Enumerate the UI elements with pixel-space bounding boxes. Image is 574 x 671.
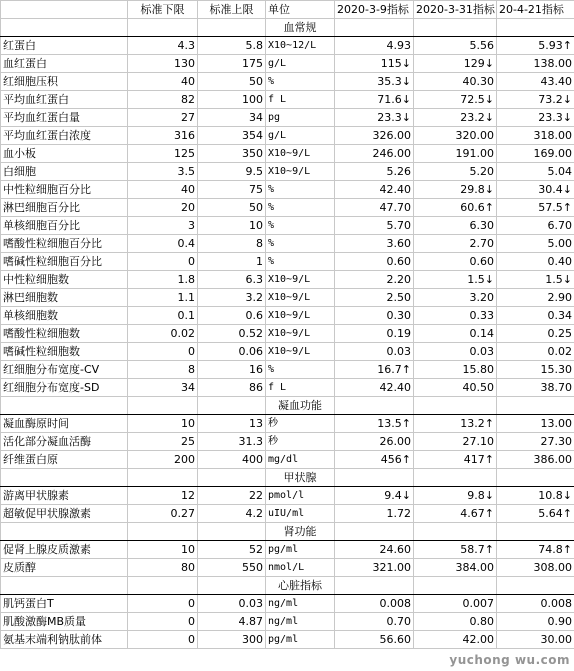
cell-unit[interactable]: pg/ml [266, 631, 335, 649]
cell-value-20-4-21[interactable]: 0.25 [497, 325, 574, 343]
cell-value-2020-3-9[interactable]: 456↑ [335, 451, 414, 469]
header-cell-unit[interactable]: 单位 [266, 1, 335, 19]
cell-value-2020-3-31[interactable]: 27.10 [414, 433, 497, 451]
cell-value-2020-3-9[interactable]: 42.40 [335, 379, 414, 397]
cell-unit[interactable]: % [266, 199, 335, 217]
table-row [1, 127, 574, 145]
cell-value-2020-3-31[interactable]: 1.5↓ [414, 271, 497, 289]
cell-value-20-4-21[interactable]: 169.00 [497, 145, 574, 163]
cell-unit[interactable]: X10~9/L [266, 289, 335, 307]
cell-value-2020-3-31[interactable]: 5.20 [414, 163, 497, 181]
table-row [1, 343, 574, 361]
table-row [1, 433, 574, 451]
cell-blank[interactable] [198, 19, 266, 37]
cell-value-2020-3-31[interactable]: 60.6↑ [414, 199, 497, 217]
cell-lower-limit[interactable]: 82 [128, 91, 198, 109]
cell-value-2020-3-31[interactable]: 6.30 [414, 217, 497, 235]
section-title[interactable]: 凝血功能 [266, 397, 335, 415]
cell-value-2020-3-9[interactable]: 16.7↑ [335, 361, 414, 379]
table-row [1, 307, 574, 325]
table-row [1, 289, 574, 307]
cell-value-20-4-21[interactable]: 2.90 [497, 289, 574, 307]
header-cell-date-1[interactable]: 2020-3-9指标 [335, 1, 414, 19]
cell-value-2020-3-9[interactable]: 42.40 [335, 181, 414, 199]
section-title[interactable]: 血常规 [266, 19, 335, 37]
cell-upper-limit[interactable]: 4.2 [198, 505, 266, 523]
cell-unit[interactable]: X10~9/L [266, 163, 335, 181]
cell-blank[interactable] [198, 523, 266, 541]
cell-value-20-4-21[interactable]: 15.30 [497, 361, 574, 379]
cell-value-2020-3-9[interactable]: 4.93 [335, 37, 414, 55]
cell-unit[interactable]: ng/ml [266, 613, 335, 631]
cell-value-20-4-21[interactable]: 0.008 [497, 595, 574, 613]
cell-upper-limit[interactable]: 0.06 [198, 343, 266, 361]
cell-lower-limit[interactable]: 4.3 [128, 37, 198, 55]
table-row [1, 505, 574, 523]
cell-upper-limit[interactable]: 0.52 [198, 325, 266, 343]
cell-test-name[interactable]: 血小板 [1, 145, 128, 163]
cell-test-name[interactable]: 单核细胞百分比 [1, 217, 128, 235]
cell-upper-limit[interactable]: 31.3 [198, 433, 266, 451]
section-row [1, 19, 574, 37]
cell-lower-limit[interactable]: 0.1 [128, 307, 198, 325]
cell-value-2020-3-31[interactable]: 0.007 [414, 595, 497, 613]
cell-lower-limit[interactable]: 0 [128, 595, 198, 613]
header-cell-high[interactable]: 标准上限 [198, 1, 266, 19]
cell-value-20-4-21[interactable]: 5.64↑ [497, 505, 574, 523]
cell-test-name[interactable]: 皮质醇 [1, 559, 128, 577]
cell-blank[interactable] [1, 577, 128, 595]
cell-value-2020-3-9[interactable]: 0.03 [335, 343, 414, 361]
cell-lower-limit[interactable]: 10 [128, 541, 198, 559]
cell-unit[interactable]: 秒 [266, 433, 335, 451]
cell-upper-limit[interactable]: 1 [198, 253, 266, 271]
cell-value-2020-3-9[interactable]: 0.19 [335, 325, 414, 343]
cell-test-name[interactable]: 中性粒细胞百分比 [1, 181, 128, 199]
section-row [1, 397, 574, 415]
cell-value-2020-3-9[interactable]: 0.008 [335, 595, 414, 613]
cell-value-2020-3-31[interactable]: 0.33 [414, 307, 497, 325]
cell-value-2020-3-9[interactable]: 115↓ [335, 55, 414, 73]
table-row [1, 37, 574, 55]
cell-value-2020-3-9[interactable]: 24.60 [335, 541, 414, 559]
cell-upper-limit[interactable]: 4.87 [198, 613, 266, 631]
section-title[interactable]: 甲状腺 [266, 469, 335, 487]
cell-unit[interactable]: % [266, 181, 335, 199]
cell-test-name[interactable]: 嗜酸性粒细胞数 [1, 325, 128, 343]
cell-test-name[interactable]: 红细胞分布宽度-CV [1, 361, 128, 379]
cell-value-2020-3-9[interactable]: 246.00 [335, 145, 414, 163]
cell-lower-limit[interactable]: 25 [128, 433, 198, 451]
cell-value-2020-3-9[interactable]: 0.70 [335, 613, 414, 631]
cell-upper-limit[interactable]: 300 [198, 631, 266, 649]
cell-unit[interactable]: uIU/ml [266, 505, 335, 523]
table-row [1, 73, 574, 91]
cell-value-20-4-21[interactable]: 1.5↓ [497, 271, 574, 289]
cell-value-2020-3-31[interactable]: 9.8↓ [414, 487, 497, 505]
cell-blank[interactable] [198, 469, 266, 487]
cell-value-2020-3-31[interactable]: 13.2↑ [414, 415, 497, 433]
cell-test-name[interactable]: 嗜酸性粒细胞百分比 [1, 235, 128, 253]
cell-upper-limit[interactable]: 75 [198, 181, 266, 199]
cell-blank[interactable] [1, 469, 128, 487]
cell-value-2020-3-9[interactable]: 0.60 [335, 253, 414, 271]
cell-upper-limit[interactable]: 400 [198, 451, 266, 469]
cell-test-name[interactable]: 游离甲状腺素 [1, 487, 128, 505]
cell-upper-limit[interactable]: 50 [198, 73, 266, 91]
cell-test-name[interactable]: 平均血红蛋白浓度 [1, 127, 128, 145]
section-row [1, 523, 574, 541]
section-title[interactable]: 心脏指标 [266, 577, 335, 595]
cell-value-2020-3-31[interactable]: 320.00 [414, 127, 497, 145]
cell-test-name[interactable]: 单核细胞数 [1, 307, 128, 325]
cell-unit[interactable]: X10~9/L [266, 271, 335, 289]
cell-value-2020-3-31[interactable]: 29.8↓ [414, 181, 497, 199]
cell-test-name[interactable]: 淋巴细胞百分比 [1, 199, 128, 217]
table-row [1, 631, 574, 649]
cell-upper-limit[interactable]: 354 [198, 127, 266, 145]
cell-value-2020-3-9[interactable]: 2.50 [335, 289, 414, 307]
cell-lower-limit[interactable]: 12 [128, 487, 198, 505]
cell-lower-limit[interactable]: 0 [128, 613, 198, 631]
cell-value-2020-3-31[interactable]: 42.00 [414, 631, 497, 649]
cell-value-2020-3-9[interactable]: 326.00 [335, 127, 414, 145]
cell-value-20-4-21[interactable]: 5.04 [497, 163, 574, 181]
cell-lower-limit[interactable]: 0.4 [128, 235, 198, 253]
cell-test-name[interactable]: 促肾上腺皮质激素 [1, 541, 128, 559]
cell-upper-limit[interactable]: 8 [198, 235, 266, 253]
cell-value-20-4-21[interactable]: 23.3↓ [497, 109, 574, 127]
cell-unit[interactable]: % [266, 73, 335, 91]
cell-upper-limit[interactable]: 3.2 [198, 289, 266, 307]
cell-lower-limit[interactable]: 125 [128, 145, 198, 163]
cell-value-2020-3-31[interactable]: 0.80 [414, 613, 497, 631]
cell-test-name[interactable]: 血红蛋白 [1, 55, 128, 73]
cell-value-20-4-21[interactable]: 318.00 [497, 127, 574, 145]
cell-test-name[interactable]: 超敏促甲状腺激素 [1, 505, 128, 523]
cell-value-2020-3-31[interactable]: 129↓ [414, 55, 497, 73]
cell-blank[interactable] [414, 577, 497, 595]
cell-value-20-4-21[interactable]: 0.40 [497, 253, 574, 271]
cell-unit[interactable]: g/L [266, 127, 335, 145]
cell-lower-limit[interactable]: 0 [128, 631, 198, 649]
cell-unit[interactable]: mg/dl [266, 451, 335, 469]
cell-test-name[interactable]: 中性粒细胞数 [1, 271, 128, 289]
cell-unit[interactable]: % [266, 253, 335, 271]
cell-blank[interactable] [335, 469, 414, 487]
cell-blank[interactable] [497, 397, 574, 415]
table-row [1, 181, 574, 199]
cell-value-2020-3-31[interactable]: 0.03 [414, 343, 497, 361]
cell-test-name[interactable]: 淋巴细胞数 [1, 289, 128, 307]
cell-value-2020-3-9[interactable]: 56.60 [335, 631, 414, 649]
cell-unit[interactable]: pg/ml [266, 541, 335, 559]
cell-blank[interactable] [414, 397, 497, 415]
cell-value-2020-3-31[interactable]: 40.50 [414, 379, 497, 397]
cell-value-2020-3-9[interactable]: 3.60 [335, 235, 414, 253]
cell-value-20-4-21[interactable]: 0.02 [497, 343, 574, 361]
watermark: yuchong wu.com [449, 653, 570, 667]
cell-blank[interactable] [414, 469, 497, 487]
cell-value-2020-3-9[interactable]: 23.3↓ [335, 109, 414, 127]
table-row [1, 325, 574, 343]
cell-value-2020-3-9[interactable]: 5.26 [335, 163, 414, 181]
cell-lower-limit[interactable]: 316 [128, 127, 198, 145]
cell-lower-limit[interactable]: 0.02 [128, 325, 198, 343]
cell-value-2020-3-9[interactable]: 2.20 [335, 271, 414, 289]
cell-value-2020-3-31[interactable]: 23.2↓ [414, 109, 497, 127]
cell-value-20-4-21[interactable]: 30.4↓ [497, 181, 574, 199]
cell-unit[interactable]: X10~9/L [266, 145, 335, 163]
cell-upper-limit[interactable]: 13 [198, 415, 266, 433]
cell-value-2020-3-31[interactable]: 5.56 [414, 37, 497, 55]
table-row [1, 613, 574, 631]
cell-test-name[interactable]: 肌钙蛋白T [1, 595, 128, 613]
table-row [1, 415, 574, 433]
cell-lower-limit[interactable]: 40 [128, 73, 198, 91]
cell-lower-limit[interactable]: 200 [128, 451, 198, 469]
cell-value-2020-3-31[interactable]: 58.7↑ [414, 541, 497, 559]
cell-lower-limit[interactable]: 27 [128, 109, 198, 127]
cell-value-20-4-21[interactable]: 308.00 [497, 559, 574, 577]
cell-lower-limit[interactable]: 1.1 [128, 289, 198, 307]
cell-upper-limit[interactable]: 0.03 [198, 595, 266, 613]
cell-blank[interactable] [335, 397, 414, 415]
cell-lower-limit[interactable]: 1.8 [128, 271, 198, 289]
cell-lower-limit[interactable]: 34 [128, 379, 198, 397]
cell-blank[interactable] [128, 523, 198, 541]
table-row [1, 109, 574, 127]
cell-lower-limit[interactable]: 0.27 [128, 505, 198, 523]
table-row [1, 217, 574, 235]
cell-value-2020-3-9[interactable]: 9.4↓ [335, 487, 414, 505]
cell-upper-limit[interactable]: 0.6 [198, 307, 266, 325]
cell-upper-limit[interactable]: 350 [198, 145, 266, 163]
section-title[interactable]: 肾功能 [266, 523, 335, 541]
cell-value-20-4-21[interactable]: 73.2↓ [497, 91, 574, 109]
cell-test-name[interactable]: 凝血酶原时间 [1, 415, 128, 433]
cell-value-2020-3-9[interactable]: 26.00 [335, 433, 414, 451]
table-row [1, 163, 574, 181]
cell-value-2020-3-31[interactable]: 0.60 [414, 253, 497, 271]
cell-lower-limit[interactable]: 20 [128, 199, 198, 217]
table-row [1, 361, 574, 379]
cell-blank[interactable] [1, 19, 128, 37]
cell-blank[interactable] [497, 523, 574, 541]
cell-value-2020-3-31[interactable]: 3.20 [414, 289, 497, 307]
header-cell-name[interactable] [1, 1, 128, 19]
cell-value-2020-3-9[interactable]: 47.70 [335, 199, 414, 217]
cell-upper-limit[interactable]: 86 [198, 379, 266, 397]
cell-test-name[interactable]: 活化部分凝血活酶 [1, 433, 128, 451]
cell-test-name[interactable]: 肌酸激酶MB质量 [1, 613, 128, 631]
cell-value-2020-3-9[interactable]: 5.70 [335, 217, 414, 235]
cell-lower-limit[interactable]: 3 [128, 217, 198, 235]
cell-blank[interactable] [198, 577, 266, 595]
cell-value-2020-3-9[interactable]: 35.3↓ [335, 73, 414, 91]
table-row [1, 451, 574, 469]
cell-blank[interactable] [128, 577, 198, 595]
table-row [1, 253, 574, 271]
cell-upper-limit[interactable]: 22 [198, 487, 266, 505]
cell-blank[interactable] [497, 469, 574, 487]
section-row [1, 577, 574, 595]
cell-unit[interactable]: nmol/L [266, 559, 335, 577]
table-row [1, 91, 574, 109]
section-row [1, 469, 574, 487]
cell-unit[interactable]: % [266, 361, 335, 379]
table-row [1, 379, 574, 397]
cell-value-2020-3-9[interactable]: 0.30 [335, 307, 414, 325]
cell-unit[interactable]: g/L [266, 55, 335, 73]
cell-lower-limit[interactable]: 10 [128, 415, 198, 433]
cell-blank[interactable] [414, 19, 497, 37]
cell-test-name[interactable]: 平均血红蛋白量 [1, 109, 128, 127]
cell-value-2020-3-31[interactable]: 4.67↑ [414, 505, 497, 523]
header-cell-low[interactable]: 标准下限 [128, 1, 198, 19]
cell-blank[interactable] [497, 577, 574, 595]
cell-unit[interactable]: X10~9/L [266, 307, 335, 325]
cell-upper-limit[interactable]: 50 [198, 199, 266, 217]
cell-value-2020-3-31[interactable]: 72.5↓ [414, 91, 497, 109]
cell-unit[interactable]: X10~12/L [266, 37, 335, 55]
cell-upper-limit[interactable]: 16 [198, 361, 266, 379]
table-body [1, 1, 574, 649]
cell-lower-limit[interactable]: 3.5 [128, 163, 198, 181]
cell-blank[interactable] [128, 397, 198, 415]
cell-test-name[interactable]: 氨基末端利钠肽前体 [1, 631, 128, 649]
cell-unit[interactable]: pg [266, 109, 335, 127]
cell-blank[interactable] [128, 469, 198, 487]
cell-unit[interactable]: % [266, 235, 335, 253]
cell-value-2020-3-9[interactable]: 1.72 [335, 505, 414, 523]
cell-unit[interactable]: pmol/l [266, 487, 335, 505]
cell-upper-limit[interactable]: 6.3 [198, 271, 266, 289]
cell-value-20-4-21[interactable]: 0.34 [497, 307, 574, 325]
cell-value-20-4-21[interactable]: 30.00 [497, 631, 574, 649]
cell-value-20-4-21[interactable]: 10.8↓ [497, 487, 574, 505]
cell-value-20-4-21[interactable]: 0.90 [497, 613, 574, 631]
cell-value-2020-3-31[interactable]: 191.00 [414, 145, 497, 163]
table-row [1, 271, 574, 289]
cell-unit[interactable]: f L [266, 379, 335, 397]
cell-blank[interactable] [335, 523, 414, 541]
cell-unit[interactable]: X10~9/L [266, 343, 335, 361]
cell-value-20-4-21[interactable]: 5.93↑ [497, 37, 574, 55]
cell-value-2020-3-31[interactable]: 384.00 [414, 559, 497, 577]
cell-value-20-4-21[interactable]: 43.40 [497, 73, 574, 91]
cell-upper-limit[interactable]: 100 [198, 91, 266, 109]
cell-upper-limit[interactable]: 52 [198, 541, 266, 559]
cell-value-2020-3-31[interactable]: 0.14 [414, 325, 497, 343]
table-row [1, 559, 574, 577]
cell-test-name[interactable]: 嗜碱性粒细胞百分比 [1, 253, 128, 271]
table-row [1, 199, 574, 217]
cell-value-2020-3-31[interactable]: 15.80 [414, 361, 497, 379]
cell-lower-limit[interactable]: 40 [128, 181, 198, 199]
cell-value-20-4-21[interactable]: 13.00 [497, 415, 574, 433]
table-row [1, 487, 574, 505]
cell-lower-limit[interactable]: 0 [128, 253, 198, 271]
table-row [1, 541, 574, 559]
cell-lower-limit[interactable]: 80 [128, 559, 198, 577]
cell-value-2020-3-31[interactable]: 40.30 [414, 73, 497, 91]
cell-blank[interactable] [414, 523, 497, 541]
cell-value-20-4-21[interactable]: 386.00 [497, 451, 574, 469]
cell-unit[interactable]: f L [266, 91, 335, 109]
cell-value-2020-3-9[interactable]: 13.5↑ [335, 415, 414, 433]
cell-value-20-4-21[interactable]: 6.70 [497, 217, 574, 235]
cell-blank[interactable] [198, 397, 266, 415]
cell-upper-limit[interactable]: 10 [198, 217, 266, 235]
cell-value-2020-3-9[interactable]: 321.00 [335, 559, 414, 577]
cell-value-20-4-21[interactable]: 138.00 [497, 55, 574, 73]
cell-unit[interactable]: 秒 [266, 415, 335, 433]
cell-lower-limit[interactable]: 130 [128, 55, 198, 73]
cell-value-2020-3-9[interactable]: 71.6↓ [335, 91, 414, 109]
cell-blank[interactable] [1, 523, 128, 541]
cell-lower-limit[interactable]: 0 [128, 343, 198, 361]
cell-test-name[interactable]: 红细胞分布宽度-SD [1, 379, 128, 397]
cell-unit[interactable]: ng/ml [266, 595, 335, 613]
cell-test-name[interactable]: 白细胞 [1, 163, 128, 181]
cell-lower-limit[interactable]: 8 [128, 361, 198, 379]
cell-test-name[interactable]: 嗜碱性粒细胞数 [1, 343, 128, 361]
cell-upper-limit[interactable]: 5.8 [198, 37, 266, 55]
cell-upper-limit[interactable]: 9.5 [198, 163, 266, 181]
cell-value-20-4-21[interactable]: 5.00 [497, 235, 574, 253]
cell-value-20-4-21[interactable]: 27.30 [497, 433, 574, 451]
cell-blank[interactable] [1, 397, 128, 415]
cell-blank[interactable] [335, 577, 414, 595]
cell-value-2020-3-31[interactable]: 2.70 [414, 235, 497, 253]
cell-blank[interactable] [497, 19, 574, 37]
cell-value-20-4-21[interactable]: 38.70 [497, 379, 574, 397]
table-row [1, 55, 574, 73]
header-cell-date-3[interactable]: 20-4-21指标 [497, 1, 574, 19]
cell-test-name[interactable]: 平均血红蛋白 [1, 91, 128, 109]
table-row [1, 595, 574, 613]
cell-blank[interactable] [335, 19, 414, 37]
table-row [1, 235, 574, 253]
cell-value-2020-3-31[interactable]: 417↑ [414, 451, 497, 469]
cell-upper-limit[interactable]: 175 [198, 55, 266, 73]
header-row [1, 1, 574, 19]
cell-blank[interactable] [128, 19, 198, 37]
cell-test-name[interactable]: 红蛋白 [1, 37, 128, 55]
cell-value-20-4-21[interactable]: 74.8↑ [497, 541, 574, 559]
cell-upper-limit[interactable]: 34 [198, 109, 266, 127]
header-cell-date-2[interactable]: 2020-3-31指标 [414, 1, 497, 19]
table-row [1, 145, 574, 163]
cell-unit[interactable]: X10~9/L [266, 325, 335, 343]
cell-value-20-4-21[interactable]: 57.5↑ [497, 199, 574, 217]
cell-test-name[interactable]: 红细胞压积 [1, 73, 128, 91]
cell-unit[interactable]: % [266, 217, 335, 235]
cell-test-name[interactable]: 纤维蛋白原 [1, 451, 128, 469]
cell-upper-limit[interactable]: 550 [198, 559, 266, 577]
